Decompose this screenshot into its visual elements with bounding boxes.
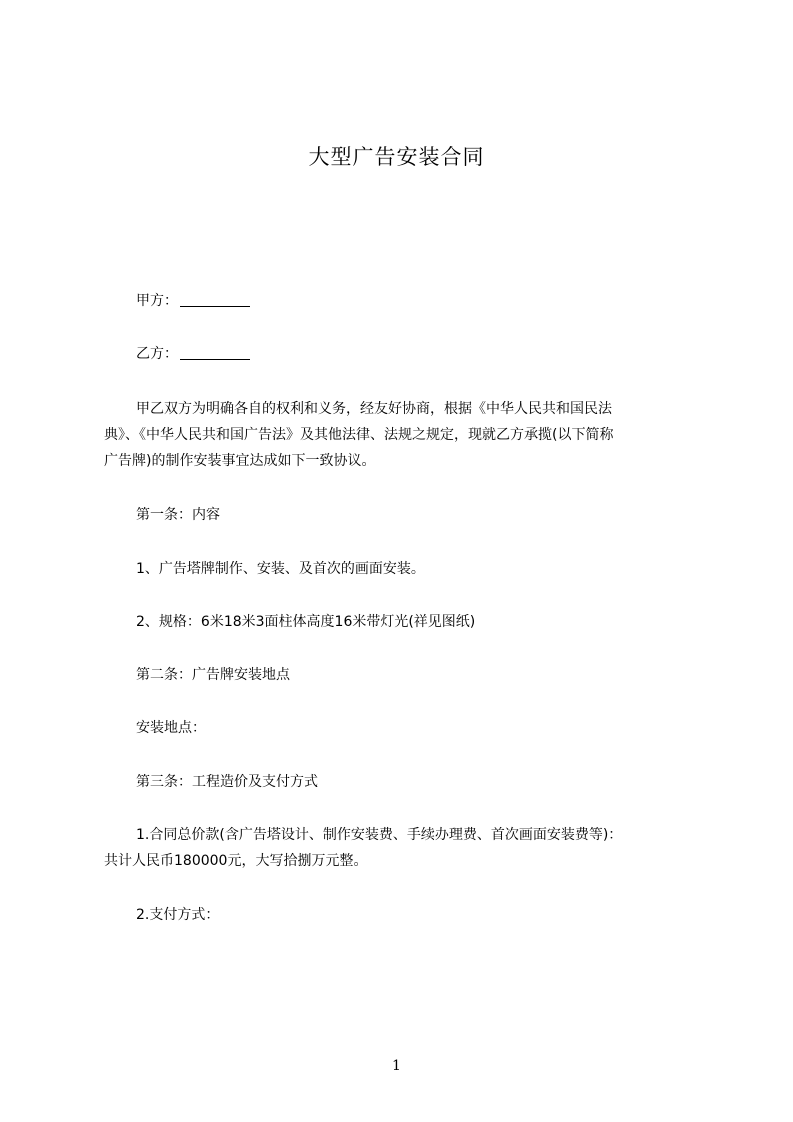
intro-line-2: 典》、《中华人民共和国广告法》及其他法律、法规之规定，现就乙方承揽(以下简称 xyxy=(104,427,614,443)
article1-item2: 2、规格：6米18米3面柱体高度16米带灯光(祥见图纸) xyxy=(136,614,476,630)
article3-item1-line2: 共计人民币180000元，大写拾捌万元整。 xyxy=(104,853,368,869)
article2-heading: 第二条：广告牌安装地点 xyxy=(136,667,290,683)
party-b-label: 乙方： xyxy=(136,346,178,362)
article2-location: 安装地点： xyxy=(136,720,206,736)
party-a-line xyxy=(104,291,736,311)
intro-line-3: 广告牌)的制作安装事宜达成如下一致协议。 xyxy=(104,453,376,469)
article3-item1-line1: 1.合同总价款(含广告塔设计、制作安装费、手续办理费、首次画面安装费等)： xyxy=(136,827,623,843)
party-b-blank xyxy=(180,345,250,360)
party-a-blank xyxy=(180,292,250,307)
article1-heading: 第一条：内容 xyxy=(136,507,220,523)
party-a-label: 甲方： xyxy=(136,293,178,309)
article1-item1: 1、广告塔牌制作、安装、及首次的画面安装。 xyxy=(136,561,425,577)
intro-line-1: 甲乙双方为明确各自的权利和义务，经友好协商，根据《中华人民共和国民法 xyxy=(136,401,612,417)
party-b-line xyxy=(104,344,736,364)
document-title: 大型广告安装合同 xyxy=(308,145,485,169)
article3-heading: 第三条：工程造价及支付方式 xyxy=(136,774,318,790)
article3-item2: 2.支付方式： xyxy=(136,907,220,923)
page-number: 1 xyxy=(392,1058,401,1074)
